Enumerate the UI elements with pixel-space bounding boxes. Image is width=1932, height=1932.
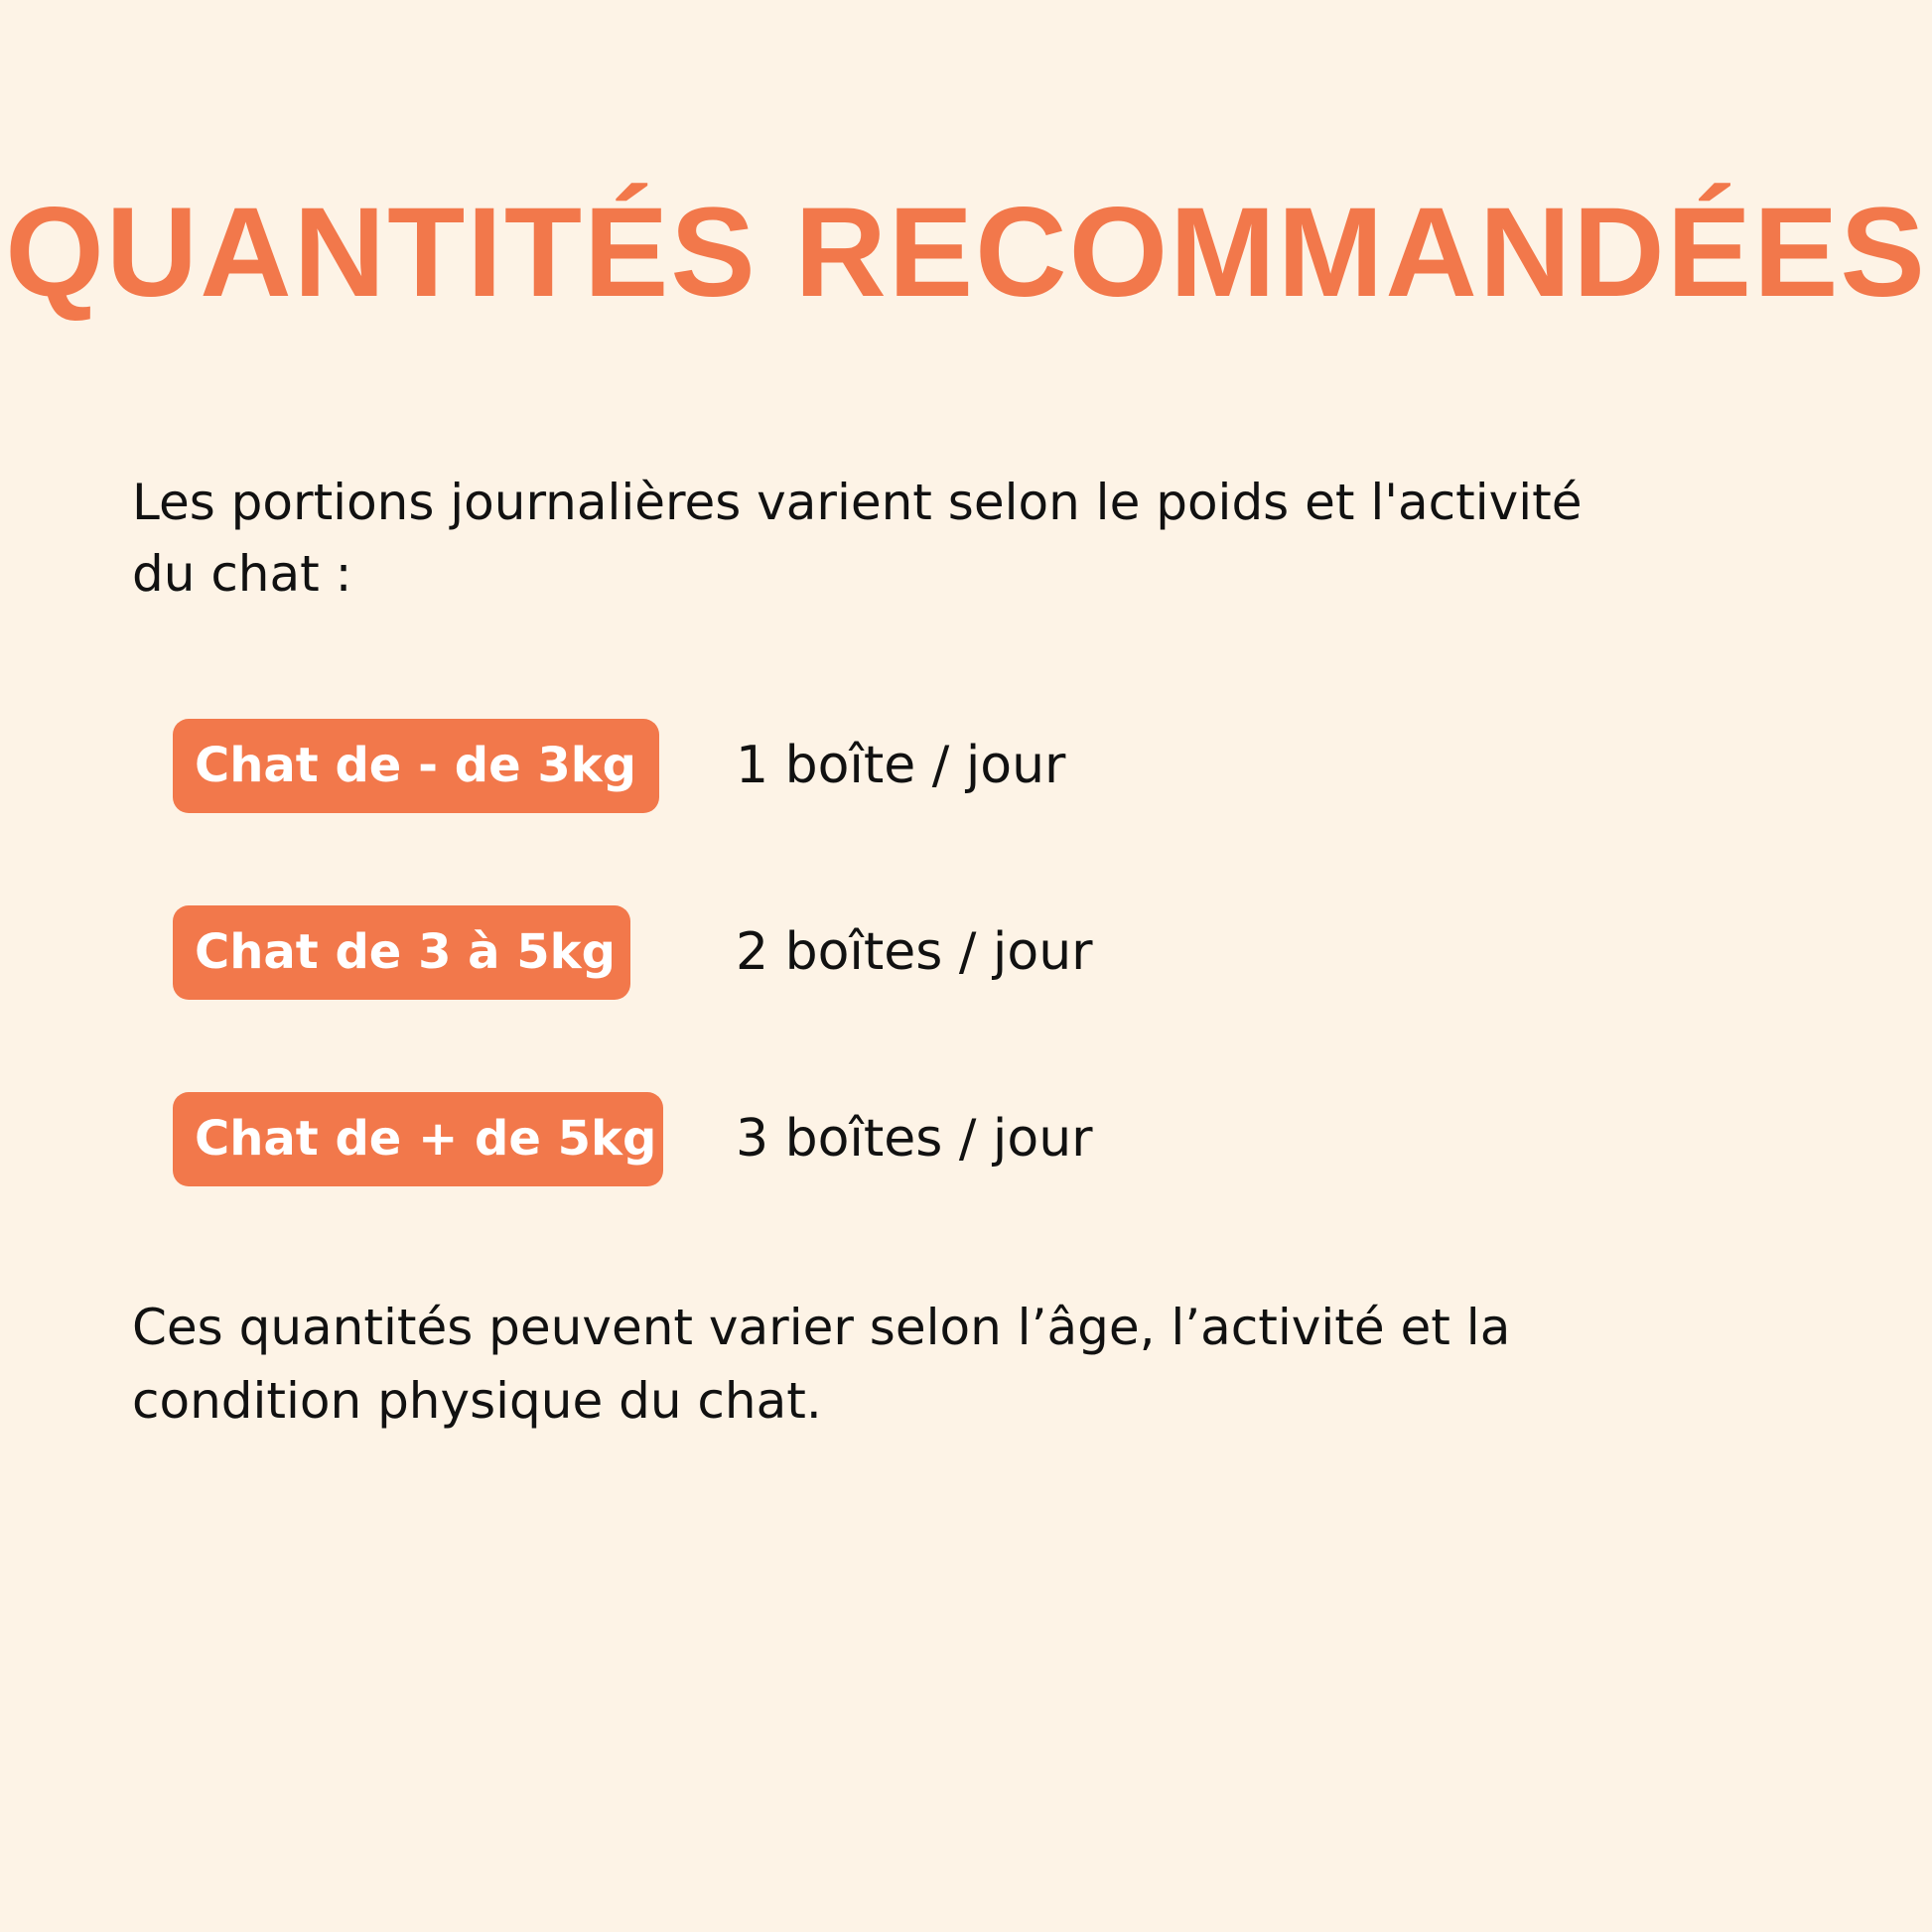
footer-line-1: Ces quantités peuvent varier selon l’âge, l’activité et la [132, 1299, 1511, 1356]
daily-amount-under-3kg: 1 boîte / jour [736, 736, 1066, 795]
intro-text [132, 467, 1721, 610]
page-title: QUANTITÉS RECOMMANDÉES [5, 182, 1927, 324]
weight-badge-over-5kg: Chat de + de 5kg [173, 1092, 663, 1186]
intro-line-2: du chat : [132, 545, 352, 603]
daily-amount-over-5kg: 3 boîtes / jour [736, 1109, 1093, 1169]
daily-amount-3-to-5kg: 2 boîtes / jour [736, 922, 1093, 982]
footer-line-2: condition physique du chat. [132, 1372, 822, 1430]
portion-row-3-to-5kg [173, 905, 1093, 1000]
weight-badge-under-3kg: Chat de - de 3kg [173, 719, 659, 813]
footer-note [132, 1291, 1721, 1438]
weight-badge-3-to-5kg: Chat de 3 à 5kg [173, 905, 630, 1000]
portion-row-over-5kg [173, 1092, 1093, 1186]
portion-row-under-3kg [173, 719, 1066, 813]
intro-line-1: Les portions journalières varient selon le poids et l'activité [132, 474, 1583, 531]
